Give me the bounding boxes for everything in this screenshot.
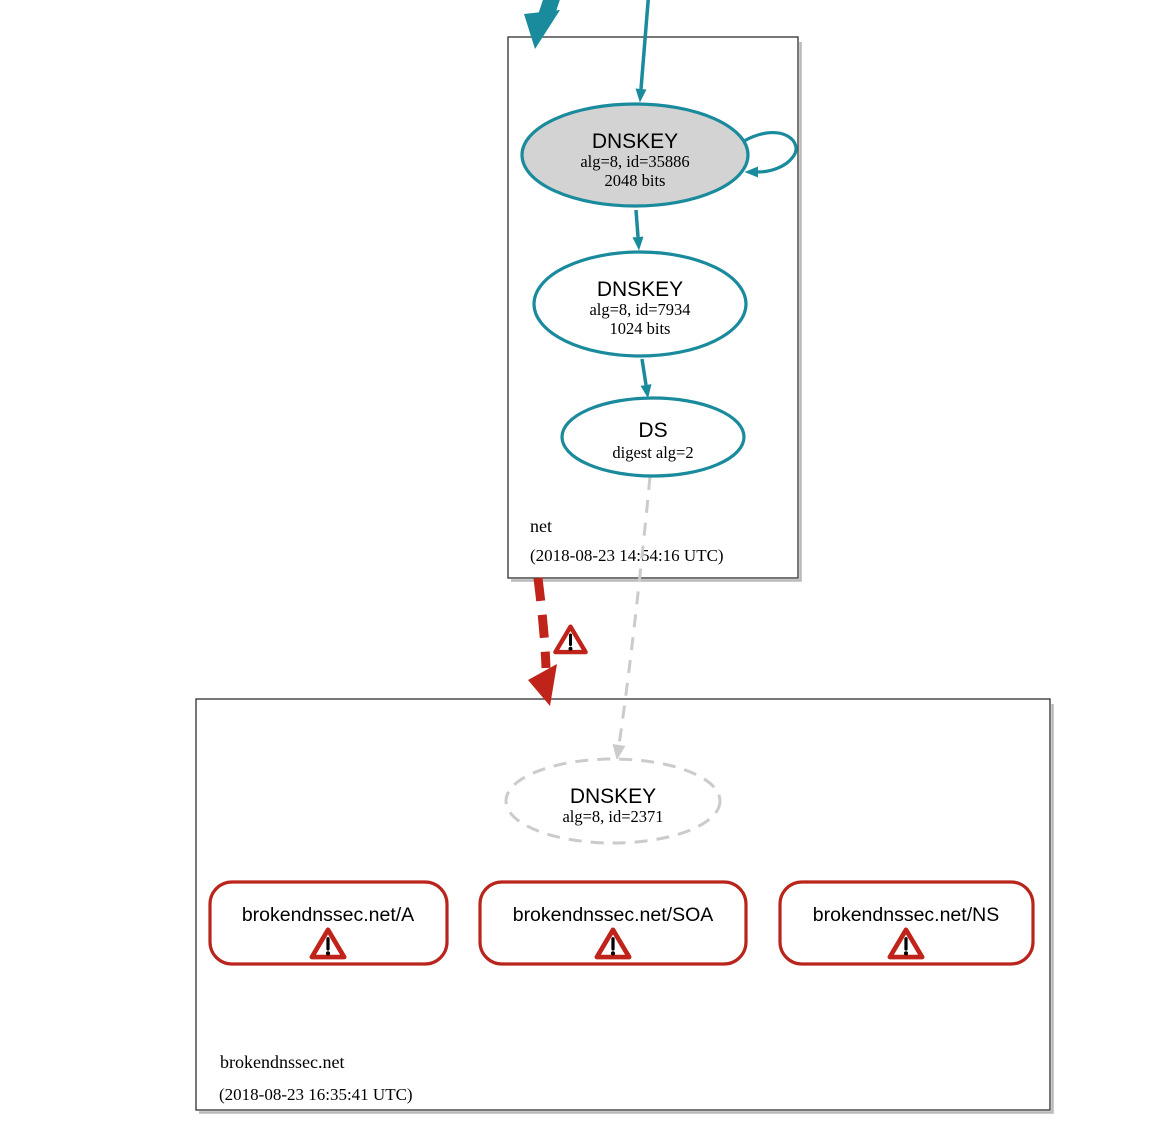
dnskey-ksk-title: DNSKEY [591, 130, 679, 153]
dnskey-2371-title: DNSKEY [569, 785, 657, 808]
node-dnskey-zsk-7934[interactable] [534, 252, 746, 356]
dnskey-zsk-detail2: 1024 bits [609, 319, 671, 338]
node-ds[interactable] [562, 398, 744, 476]
dnskey-ksk-detail2: 2048 bits [604, 171, 666, 190]
dnskey-zsk-title: DNSKEY [596, 278, 684, 301]
node-rrset-soa[interactable] [480, 882, 746, 964]
node-dnskey-2371[interactable] [506, 759, 720, 843]
node-rrset-ns[interactable] [780, 882, 1033, 964]
zone-timestamp-child: (2018-08-23 16:35:41 UTC) [219, 1085, 413, 1104]
rrset-a-label: brokendnssec.net/A [241, 904, 415, 926]
rrset-ns-label: brokendnssec.net/NS [812, 904, 1000, 926]
zone-name-child: brokendnssec.net [220, 1052, 345, 1072]
zone-name-net: net [530, 516, 552, 536]
ds-detail1: digest alg=2 [612, 443, 694, 462]
warning-icon[interactable] [555, 627, 585, 652]
edge-ksk-to-zsk [636, 210, 638, 237]
edge-bogus-delegation [538, 578, 546, 668]
node-rrset-a[interactable] [210, 882, 447, 964]
ds-title: DS [638, 419, 668, 442]
node-dnskey-ksk-35886[interactable] [522, 104, 748, 206]
dnskey-ksk-detail1: alg=8, id=35886 [580, 152, 690, 171]
dnskey-2371-detail1: alg=8, id=2371 [562, 807, 664, 826]
rrset-soa-label: brokendnssec.net/SOA [512, 904, 714, 926]
dnskey-zsk-detail1: alg=8, id=7934 [589, 300, 691, 319]
zone-timestamp-net: (2018-08-23 14:54:16 UTC) [530, 546, 724, 565]
